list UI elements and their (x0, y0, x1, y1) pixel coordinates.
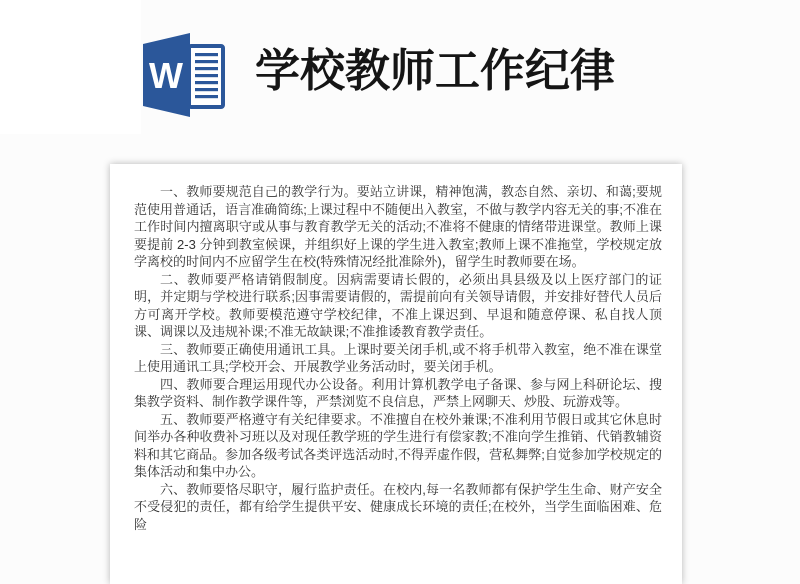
paragraph-3: 三、教师要正确使用通讯工具。上课时要关闭手机,或不将手机带入教室，绝不准在课堂上使用通讯工具;学校开会、开展教学业务活动时，要关闭手机。 (134, 341, 662, 374)
word-icon-letter: W (149, 55, 183, 96)
paragraph-4: 四、教师要合理运用现代办公设备。利用计算机教学电子备课、参与网上科研论坛、搜集教学资料、制作教学课件等，严禁浏览不良信息，严禁上网聊天、炒股、玩游戏等。 (134, 376, 662, 409)
document-sheet (110, 164, 682, 584)
paragraph-2: 二、教师要严格请销假制度。因病需要请长假的，必须出具县级及以上医疗部门的证明，并定期与学校进行联系;因事需要请假的，需提前向有关领导请假，并安排好替代人员后方可离开学校。教师要模范遵守学校纪律，不准上课迟到、早退和随意停课、私自找人顶课、调课以及违规补课;不准无故缺课;不准推诿教育教学责任。 (134, 271, 662, 339)
word-document-icon (143, 33, 225, 117)
background-highlight (0, 0, 141, 134)
paragraph-6: 六、教师要恪尽职守，履行监护责任。在校内,每一名教师都有保护学生生命、财产安全不受侵犯的责任，都有给学生提供平安、健康成长环境的责任;在校外，当学生面临困难、危险 (134, 481, 662, 532)
document-header (143, 33, 225, 117)
page-title: 学校教师工作纪律 (255, 45, 616, 96)
paragraph-5: 五、教师要严格遵守有关纪律要求。不准擅自在校外兼课;不准利用节假日或其它休息时间举办各种收费补习班以及对现任教学班的学生进行有偿家教;不准向学生推销、代销教辅资料和其它商品。参加各级考试各类评选活动时,不得弄虚作假，营私舞弊;自觉参加学校规定的集体活动和集中办公。 (134, 411, 662, 479)
paragraph-1: 一、教师要规范自己的教学行为。要站立讲课，精神饱满，教态自然、亲切、和蔼;要规范使用普通话，语言准确简练;上课过程中不随便出入教室，不做与教学内容无关的事;不准在工作时间内擅离职守或从事与教育教学无关的活动;不准将不健康的情绪带进课堂。教师上课要提前 2-3 分钟到教室候课，并组织好上课的学生进入教室;教师上课不准拖堂，学校规定放学离校的时间内不应留学生在校(特殊情况经批准除外)，留学生时教师要在场。 (134, 184, 662, 269)
